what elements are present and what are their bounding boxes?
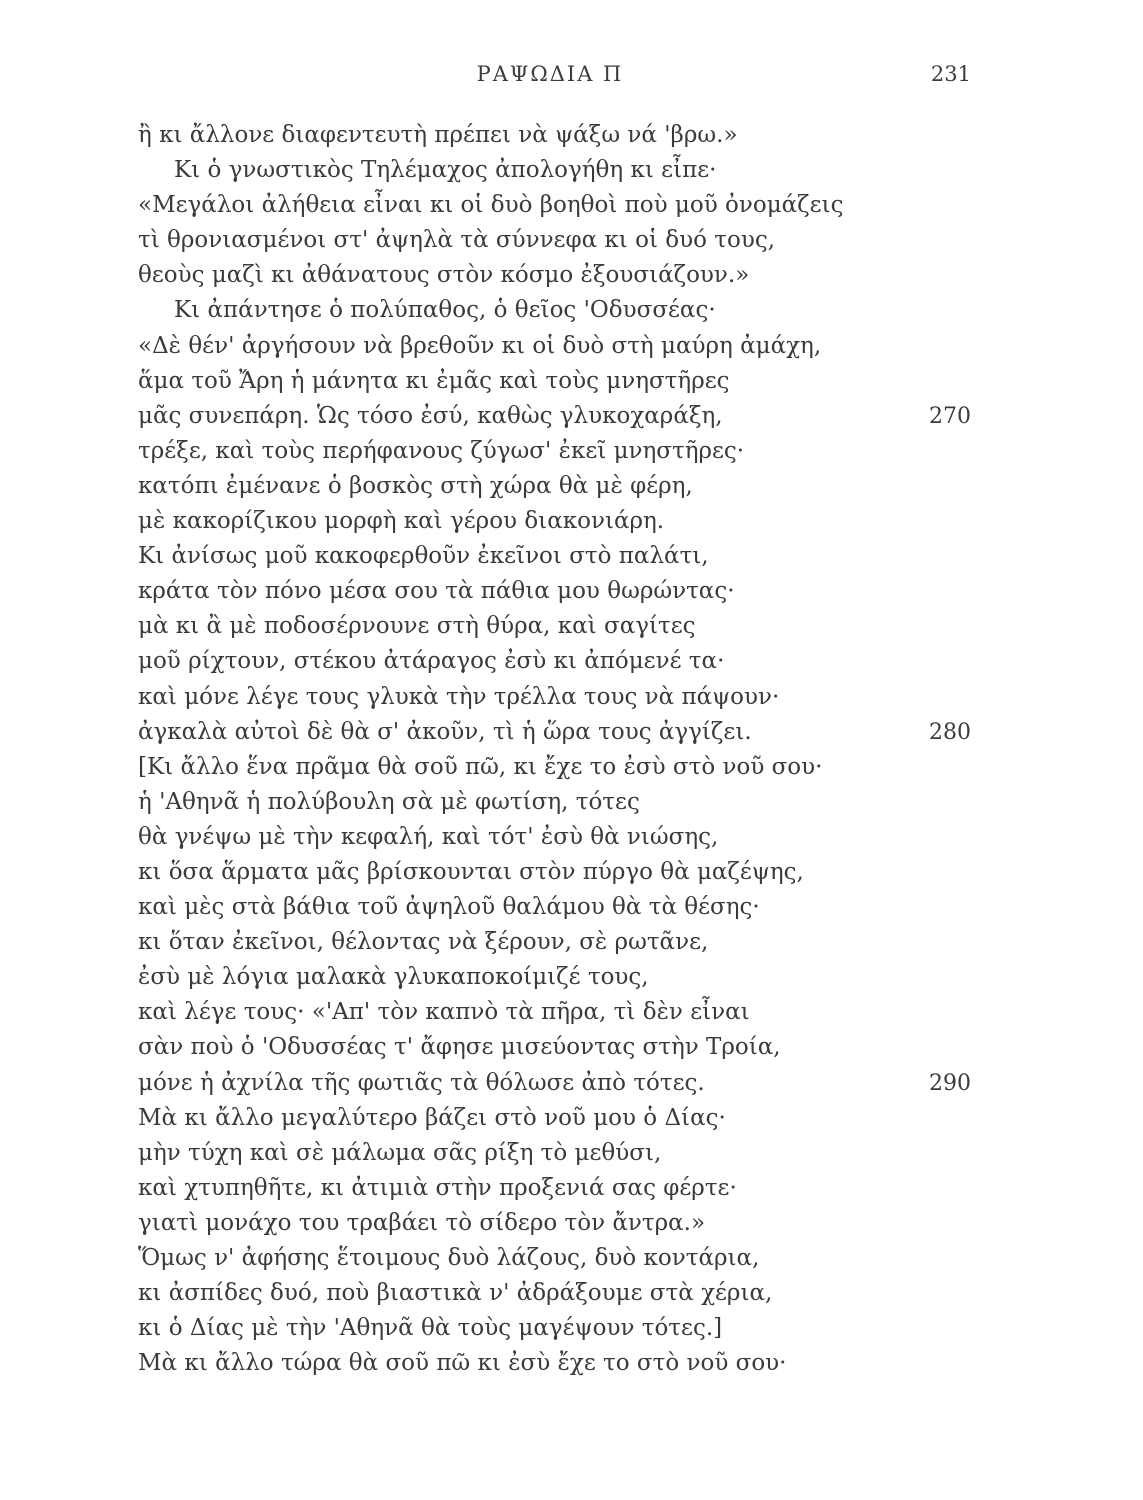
- verse-text: ἅμα τοῦ Ἄρη ἡ μάνητα κι ἐμᾶς καὶ τοὺς μνηστῆρες: [138, 367, 730, 394]
- verse-text: Κι ἀπάντησε ὁ πολύπαθος, ὁ θεῖος 'Οδυσσέας·: [174, 297, 716, 324]
- verse-line: [0, 1346, 1143, 1381]
- verse-text: μὲ κακορίζικου μορφὴ καὶ γέρου διακονιάρη.: [138, 508, 665, 535]
- verse-line: [0, 925, 1143, 960]
- verse-line: [0, 364, 1143, 399]
- verse-line: [0, 1206, 1143, 1241]
- verse-text: τὶ θρονιασμένοι στ' ἀψηλὰ τὰ σύννεφα κι οἱ δυό τους,: [138, 227, 776, 254]
- verse-text: κι ὅσα ἅρματα μᾶς βρίσκουνται στὸν πύργο θὰ μαζέψης,: [138, 858, 804, 885]
- verse-line: [0, 1241, 1143, 1276]
- verse-line: [0, 1136, 1143, 1171]
- verse-line: [0, 1276, 1143, 1311]
- page-number: 231: [930, 62, 971, 86]
- running-head: [0, 62, 1143, 92]
- verse-text: μὴν τύχη καὶ σὲ μάλωμα σᾶς ρίξη τὸ μεθύσι,: [138, 1139, 662, 1166]
- verse-line: [0, 504, 1143, 539]
- verse-text: γιατὶ μονάχο του τραβάει τὸ σίδερο τὸν ἄντρα.»: [138, 1209, 706, 1236]
- verse-line: [0, 1311, 1143, 1346]
- verse-text: κι ὅταν ἐκεῖνοι, θέλοντας νὰ ξέρουν, σὲ ρωτᾶνε,: [138, 929, 709, 956]
- verse-text: κατόπι ἐμένανε ὁ βοσκὸς στὴ χώρα θὰ μὲ φέρη,: [138, 472, 693, 499]
- verse-text: Κι ὁ γνωστικὸς Τηλέμαχος ἀπολογήθη κι εἶπε·: [174, 157, 717, 184]
- verse-text: καὶ χτυπηθῆτε, κι ἀτιμιὰ στὴν προξενιά σας φέρτε·: [138, 1174, 737, 1201]
- verse-text: μόνε ἡ ἀχνίλα τῆς φωτιᾶς τὰ θόλωσε ἀπὸ τότες.: [138, 1069, 705, 1096]
- verse-line: [0, 469, 1143, 504]
- verse-line: [0, 153, 1143, 188]
- verse-text: ἐσὺ μὲ λόγια μαλακὰ γλυκαποκοίμιζέ τους,: [138, 964, 649, 991]
- verse-line: [0, 258, 1143, 293]
- verse-line: [0, 1030, 1143, 1065]
- verse-line: [0, 750, 1143, 785]
- running-title: ΡΑΨΩΔΙΑ Π: [476, 62, 624, 86]
- verse-line: [0, 293, 1143, 328]
- verse-line: [0, 855, 1143, 890]
- verse-line: [0, 1171, 1143, 1206]
- verse-text: «Μεγάλοι ἀλήθεια εἶναι κι οἱ δυὸ βοηθοὶ ποὺ μοῦ ὀνομάζεις: [138, 192, 844, 219]
- verse-text: καὶ μόνε λέγε τους γλυκὰ τὴν τρέλλα τους νὰ πάψουν·: [138, 683, 780, 710]
- verse-line: [0, 434, 1143, 469]
- verse-line: [0, 960, 1143, 995]
- verse-line: [0, 609, 1143, 644]
- line-number: 280: [929, 719, 971, 745]
- verse-text: θὰ γνέψω μὲ τὴν κεφαλή, καὶ τότ' ἐσὺ θὰ νιώσης,: [138, 823, 719, 850]
- verse-line: [0, 223, 1143, 258]
- verse-line: [0, 680, 1143, 715]
- verse-text: κράτα τὸν πόνο μέσα σου τὰ πάθια μου θωρώντας·: [138, 578, 735, 605]
- verse-text: κι ἀσπίδες δυό, ποὺ βιαστικὰ ν' ἀδράξουμε στὰ χέρια,: [138, 1280, 773, 1307]
- verse-line: [0, 644, 1143, 679]
- verse-line: [0, 118, 1143, 153]
- verse-line: [0, 574, 1143, 609]
- verse-line: [0, 1101, 1143, 1136]
- verse-text: «Δὲ θέν' ἀργήσουν νὰ βρεθοῦν κι οἱ δυὸ στὴ μαύρη ἀμάχη,: [138, 332, 822, 359]
- verse-text: σὰν ποὺ ὁ 'Οδυσσέας τ' ἄφησε μισεύοντας στὴν Τροία,: [138, 1034, 781, 1061]
- verse-text: Ὅμως ν' ἀφήσης ἕτοιμους δυὸ λάζους, δυὸ κοντάρια,: [138, 1245, 760, 1271]
- verse-text: καὶ μὲς στὰ βάθια τοῦ ἀψηλοῦ θαλάμου θὰ τὰ θέσης·: [138, 894, 760, 921]
- verse-text: μᾶς συνεπάρη. Ὡς τόσο ἐσύ, καθὼς γλυκοχαράξη,: [138, 402, 723, 429]
- verse-text: μοῦ ρίχτουν, στέκου ἀτάραγος ἐσὺ κι ἀπόμενέ τα·: [138, 648, 725, 675]
- verse-line: [0, 890, 1143, 925]
- verse-line: [0, 820, 1143, 855]
- verse-text: καὶ λέγε τους· «'Απ' τὸν καπνὸ τὰ πῆρα, τὶ δὲν εἶναι: [138, 999, 750, 1026]
- verse-line: [0, 785, 1143, 820]
- verse-line: [0, 399, 1143, 434]
- verse-line: [0, 995, 1143, 1030]
- verse-line: [0, 329, 1143, 364]
- verse-text: θεοὺς μαζὶ κι ἀθάνατους στὸν κόσμο ἐξουσιάζουν.»: [138, 262, 750, 289]
- line-number: 270: [929, 403, 971, 429]
- verse-text: Μὰ κι ἄλλο μεγαλύτερο βάζει στὸ νοῦ μου ὁ Δίας·: [138, 1104, 726, 1131]
- verse-line: [0, 539, 1143, 574]
- verse-block: [0, 118, 1143, 1381]
- verse-text: Κι ἀνίσως μοῦ κακοφερθοῦν ἐκεῖνοι στὸ παλάτι,: [138, 543, 709, 570]
- verse-text: ἀγκαλὰ αὐτοὶ δὲ θὰ σ' ἀκοῦν, τὶ ἡ ὥρα τους ἀγγίζει.: [138, 718, 752, 745]
- verse-line: [0, 1066, 1143, 1101]
- verse-text: [Κι ἄλλο ἕνα πρᾶμα θὰ σοῦ πῶ, κι ἔχε το ἐσὺ στὸ νοῦ σου·: [138, 753, 823, 780]
- verse-text: μὰ κι ἂ μὲ ποδοσέρνουνε στὴ θύρα, καὶ σαγίτες: [138, 613, 696, 640]
- verse-line: [0, 715, 1143, 750]
- verse-text: κι ὁ Δίας μὲ τὴν 'Αθηνᾶ θὰ τοὺς μαγέψουν τότες.]: [138, 1315, 723, 1342]
- verse-text: Μὰ κι ἄλλο τώρα θὰ σοῦ πῶ κι ἐσὺ ἔχε το στὸ νοῦ σου·: [138, 1350, 787, 1377]
- verse-line: [0, 188, 1143, 223]
- verse-text: τρέξε, καὶ τοὺς περήφανους ζύγωσ' ἐκεῖ μνηστῆρες·: [138, 437, 745, 464]
- line-number: 290: [929, 1070, 971, 1096]
- verse-text: ἢ κι ἄλλονε διαφεντευτὴ πρέπει νὰ ψάξω νά 'βρω.»: [138, 122, 738, 148]
- verse-text: ἡ 'Αθηνᾶ ἡ πολύβουλη σὰ μὲ φωτίση, τότες: [138, 788, 640, 815]
